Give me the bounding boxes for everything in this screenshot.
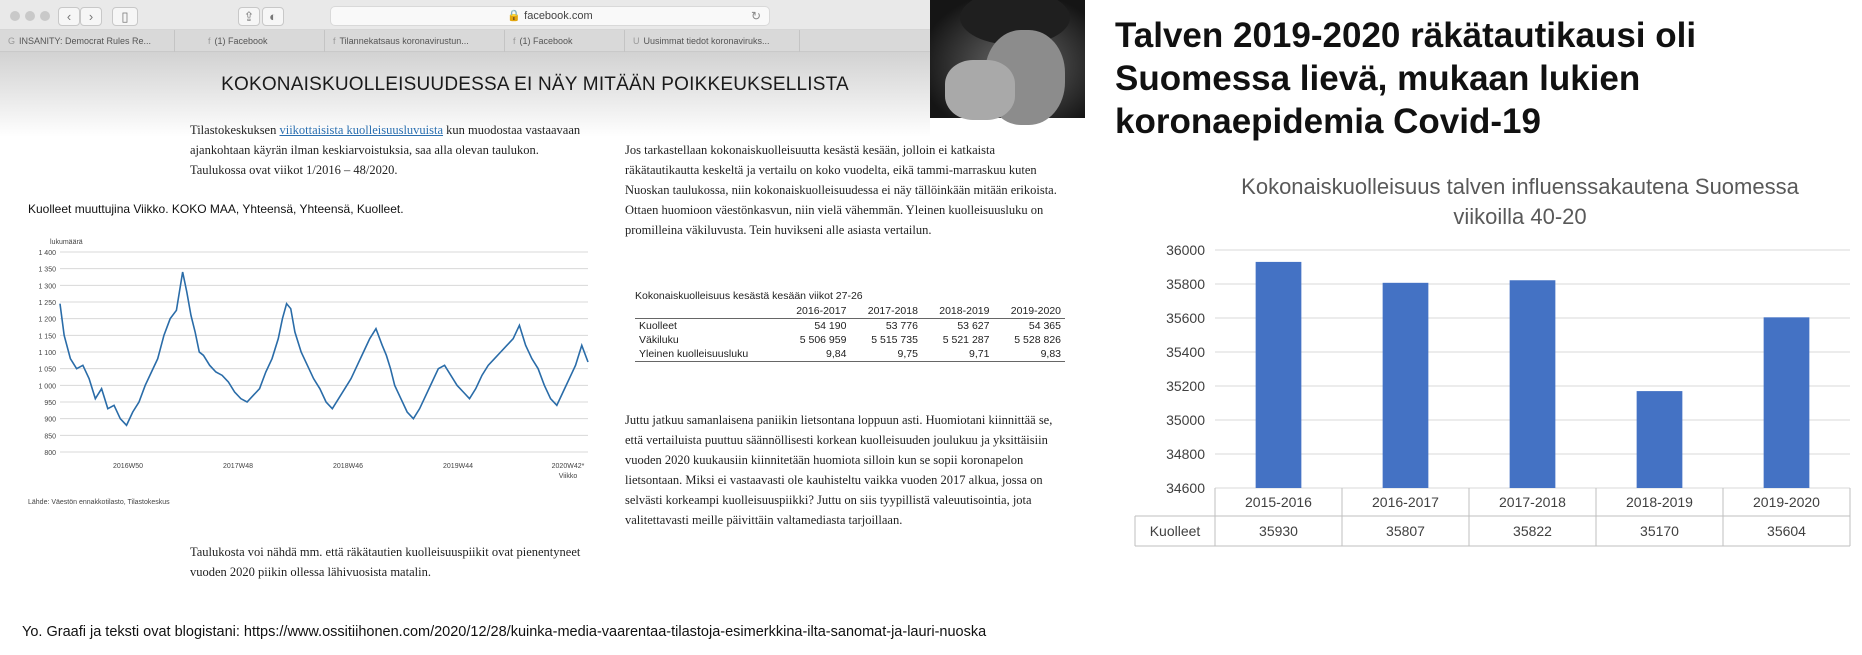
table-cell: 54 365 (1028, 320, 1061, 332)
bar (1383, 283, 1429, 488)
chart-title: viikoilla 40-20 (1453, 204, 1587, 229)
y-tick-label: 1 300 (38, 283, 56, 291)
y-tick-label: 35200 (1166, 378, 1205, 394)
table-cell: 9,71 (922, 347, 994, 362)
comparison-paragraph: Jos tarkastellaan kokonaiskuolleisuutta kesästä kesään, jolloin ei katkaista räkätautikautta keskeltä ja vertailu on koko vuodelta, eikä tammi-marraskuu kuten Nuoskan taulukossa, niin kokonaiskuolleisuudessa ei näy tällöinkään mitään erikoista. Ottaen huomioon väestönkasvun, niin vielä vähemmän. Yleinen kuolleisuusluku on promilleina väkiluvusta. Tein huvikseni alle asiasta vertailun. (625, 143, 1057, 237)
y-tick-label: 34600 (1166, 480, 1205, 496)
bar (1256, 262, 1302, 488)
y-tick-label: 1 200 (38, 316, 56, 324)
weekly-deaths-chart (18, 222, 608, 527)
data-table-value: 35807 (1386, 523, 1425, 539)
tab-favicon-icon: f (513, 36, 516, 46)
tab-favicon-icon: f (333, 36, 336, 46)
chart-title: Kokonaiskuolleisuus talven influenssakautena Suomessa (1241, 174, 1799, 199)
y-tick-label: 850 (44, 433, 56, 441)
column-header: 2017-2018 (850, 304, 922, 319)
share-icon[interactable]: ⇪ (238, 7, 260, 26)
y-tick-label: 1 050 (38, 366, 56, 374)
y-tick-label: 1 250 (38, 300, 56, 307)
y-tick-label: 950 (44, 400, 56, 407)
browser-titlebar (0, 0, 930, 30)
y-tick-label: 35400 (1166, 344, 1205, 360)
browser-tab[interactable] (325, 30, 505, 52)
sidebar-toggle-icon[interactable]: ▯ (112, 7, 138, 26)
browser-tab[interactable] (505, 30, 625, 52)
table-cell: Väkiluku (639, 334, 679, 346)
tab-favicon-icon: f (208, 36, 211, 46)
close-window-icon[interactable] (10, 11, 20, 21)
table-cell: 54 190 (814, 320, 847, 332)
forward-button[interactable]: › (80, 7, 102, 26)
column-header (635, 304, 779, 319)
browser-tab[interactable] (200, 30, 325, 52)
table-cell: Kuolleet (639, 320, 677, 332)
source-footer: Yo. Graafi ja teksti ovat blogistani: https://www.ossitiihonen.com/2020/12/28/kuinka-media-vaarentaa-tilastoja-esimerkkina-ilta-sanomat-ja-lauri-nuoska (22, 624, 987, 640)
intro-text: Tilastokeskuksen (190, 123, 280, 137)
data-table-value: 35822 (1513, 523, 1552, 539)
chart-caption: Kuolleet muuttujina Viikko. KOKO MAA, Yhteensä, Yhteensä, Kuolleet. (28, 202, 404, 216)
x-tick-label: 2020W42* (551, 463, 585, 470)
data-table-value: 35170 (1640, 523, 1679, 539)
table-header-row (635, 304, 1065, 319)
bar (1510, 280, 1556, 488)
intro-paragraph (190, 120, 590, 180)
lock-icon: 🔒 (507, 10, 522, 22)
table-cell: 5 515 735 (871, 334, 918, 346)
x-category-label: 2018-2019 (1626, 494, 1693, 510)
column-header: 2016-2017 (779, 304, 851, 319)
continuation-paragraph: Juttu jatkuu samanlaisena paniikin lietsontana loppuun asti. Huomiotani kiinnittää se, että vertailuista puuttuu säännöllisesti korkean kuolleisuuden joulukuu ja yksittäisiin vuoden 2020 kuukausiin kiinnitetään huomiota silloin kun se sopii koronapelon lietsontaan. Miksi ei vastaavasti ole kauhisteltu vaikka vuoden 2017 alkua, jossa on selvästi korkeampi kuolleisuuspiikki? Juttu on siis tyypillistä valeuutisointia, jota valitettavasti meille päivittäin valtamediasta tarjoillaan. (625, 413, 1053, 527)
table-cell: 5 528 826 (1014, 334, 1061, 346)
y-tick-label: 35800 (1166, 276, 1205, 292)
back-button[interactable]: ‹ (58, 7, 80, 26)
data-table-value: 35930 (1259, 523, 1298, 539)
x-tick-label: 2018W46 (333, 463, 363, 470)
reload-icon[interactable]: ↻ (750, 9, 761, 23)
headline: Talven 2019-2020 räkätautikausi oli Suomessa lievä, mukaan lukien koronaepidemia Covid-19 (1115, 16, 1697, 141)
column-header: 2018-2019 (922, 304, 994, 319)
table-cell: 9,83 (993, 347, 1065, 362)
flu-season-mortality-chart (1135, 174, 1860, 650)
table-cell: 53 627 (957, 320, 990, 332)
webcam-hand-shape (945, 60, 1015, 120)
tab-favicon-icon: G (8, 36, 16, 46)
browser-tab[interactable] (625, 30, 800, 52)
minimize-window-icon[interactable] (25, 11, 35, 21)
x-tick-label: 2016W50 (113, 463, 143, 470)
y-tick-label: 1 100 (38, 350, 56, 357)
x-category-label: 2015-2016 (1245, 494, 1312, 510)
browser-tab[interactable] (0, 30, 175, 52)
table-cell: 53 776 (885, 320, 918, 332)
y-axis-label: lukumäärä (50, 239, 83, 246)
x-tick-label: 2017W48 (223, 463, 253, 470)
tab-label: (1) Facebook (519, 36, 573, 46)
table-row (635, 319, 1065, 334)
table-row-label: Kuolleet (1149, 523, 1201, 539)
tab-favicon-icon: U (633, 36, 640, 46)
summer-mortality-table (635, 290, 1065, 362)
tab-label: INSANITY: Democrat Rules Re... (19, 36, 152, 46)
table-cell: 9,75 (850, 347, 922, 362)
y-tick-label: 35600 (1166, 310, 1205, 326)
article-content (0, 52, 1061, 612)
table-cell: 5 506 959 (799, 334, 847, 346)
browser-tab-bar (0, 30, 930, 52)
table-cell: Yleinen kuolleisuusluku (635, 347, 779, 362)
y-tick-label: 1 150 (38, 333, 56, 341)
y-tick-label: 1 400 (38, 250, 56, 257)
article-title: KOKONAISKUOLLEISUUDESSA EI NÄY MITÄÄN POIKKEUKSELLISTA (221, 74, 849, 95)
statistics-link[interactable]: viikottaisista kuolleisuusluvuista (279, 123, 444, 137)
y-tick-label: 900 (44, 416, 56, 424)
x-category-label: 2016-2017 (1372, 494, 1439, 510)
table-row (635, 333, 1065, 347)
tab-label: Tilannekatsaus koronavirustun... (339, 36, 469, 46)
table-title: Kokonaiskuolleisuus kesästä kesään viikot 27-26 (635, 290, 863, 302)
webcam-overlay (930, 0, 1085, 118)
tab-label: (1) Facebook (214, 36, 268, 46)
x-category-label: 2019-2020 (1753, 494, 1820, 510)
conclusion-paragraph: Taulukosta voi nähdä mm. että räkätautien kuolleisuuspiikit ovat pienentyneet vuoden 2020 piikin ollessa lähivuosista matalin. (190, 545, 581, 579)
y-tick-label: 1 000 (38, 383, 56, 391)
bar (1637, 391, 1683, 488)
intro-text-cont: kun muodostaa vastaavaan ajankohtaan käyrän ilman keskiarvoistuksia, saa alla olevan taulukon. Taulukossa ovat viikot 1/2016 – 48/2020. (190, 123, 581, 177)
x-axis-label: Viikko (558, 473, 578, 480)
y-tick-label: 34800 (1166, 446, 1205, 462)
y-tick-label: 800 (44, 450, 56, 457)
bar (1764, 317, 1810, 488)
maximize-window-icon[interactable] (40, 11, 50, 21)
url-text: facebook.com (524, 10, 593, 22)
table-row (635, 347, 1065, 362)
table-cell: 9,84 (779, 347, 851, 362)
column-header: 2019-2020 (993, 304, 1065, 319)
y-tick-label: 35000 (1166, 412, 1205, 428)
y-tick-label: 1 350 (38, 266, 56, 274)
table-cell: 5 521 287 (942, 334, 990, 346)
privacy-icon[interactable]: ◐ (262, 7, 284, 26)
x-tick-label: 2019W44 (443, 463, 473, 470)
y-tick-label: 36000 (1166, 242, 1205, 258)
footer-bar (0, 612, 1085, 655)
url-bar[interactable] (330, 6, 770, 26)
x-category-label: 2017-2018 (1499, 494, 1566, 510)
chart-source: Lähde: Väestön ennakkotilasto, Tilastokeskus (28, 499, 170, 506)
tab-label: Uusimmat tiedot koronaviruks... (643, 36, 770, 46)
data-table-value: 35604 (1767, 523, 1806, 539)
